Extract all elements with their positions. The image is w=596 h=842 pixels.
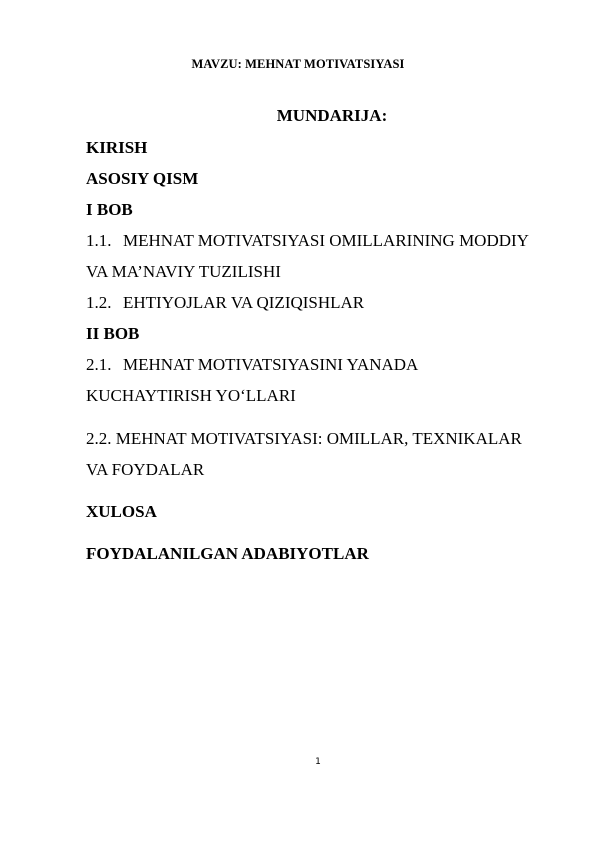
- section-title: MEHNAT MOTIVATSIYASINI YANADA: [123, 355, 419, 374]
- toc-entry-1-2: [86, 293, 364, 313]
- toc-entry-main-part: ASOSIY QISM: [86, 169, 199, 188]
- toc-entry-2-1-continued: KUCHAYTIRISH YO‘LLARI: [86, 386, 296, 405]
- toc-entry-2-2: 2.2. MEHNAT MOTIVATSIYASI: OMILLAR, TEXNIKALAR: [86, 429, 522, 448]
- toc-entry-2-1: [86, 355, 418, 375]
- toc-entry-1-1: [86, 231, 529, 251]
- toc-entry-chapter-1: I BOB: [86, 200, 133, 219]
- page-number: 1: [315, 757, 321, 767]
- toc-title: MUNDARIJA:: [276, 106, 388, 125]
- toc-entry-references: FOYDALANILGAN ADABIYOTLAR: [86, 544, 369, 563]
- toc-entry-conclusion: XULOSA: [86, 502, 157, 521]
- toc-entry-1-1-continued: VA MA’NAVIY TUZILISHI: [86, 262, 281, 281]
- section-title: EHTIYOJLAR VA QIZIQISHLAR: [123, 293, 365, 312]
- toc-entry-intro: KIRISH: [86, 138, 148, 157]
- section-number: 2.1.: [86, 355, 112, 374]
- toc-entry-2-2-continued: VA FOYDALAR: [86, 460, 205, 479]
- document-header: MAVZU: MEHNAT MOTIVATSIYASI: [191, 57, 405, 71]
- section-number: 1.1.: [86, 231, 112, 250]
- section-number: 1.2.: [86, 293, 112, 312]
- toc-entry-chapter-2: II BOB: [86, 324, 140, 343]
- section-title: MEHNAT MOTIVATSIYASI OMILLARINING MODDIY: [123, 231, 529, 250]
